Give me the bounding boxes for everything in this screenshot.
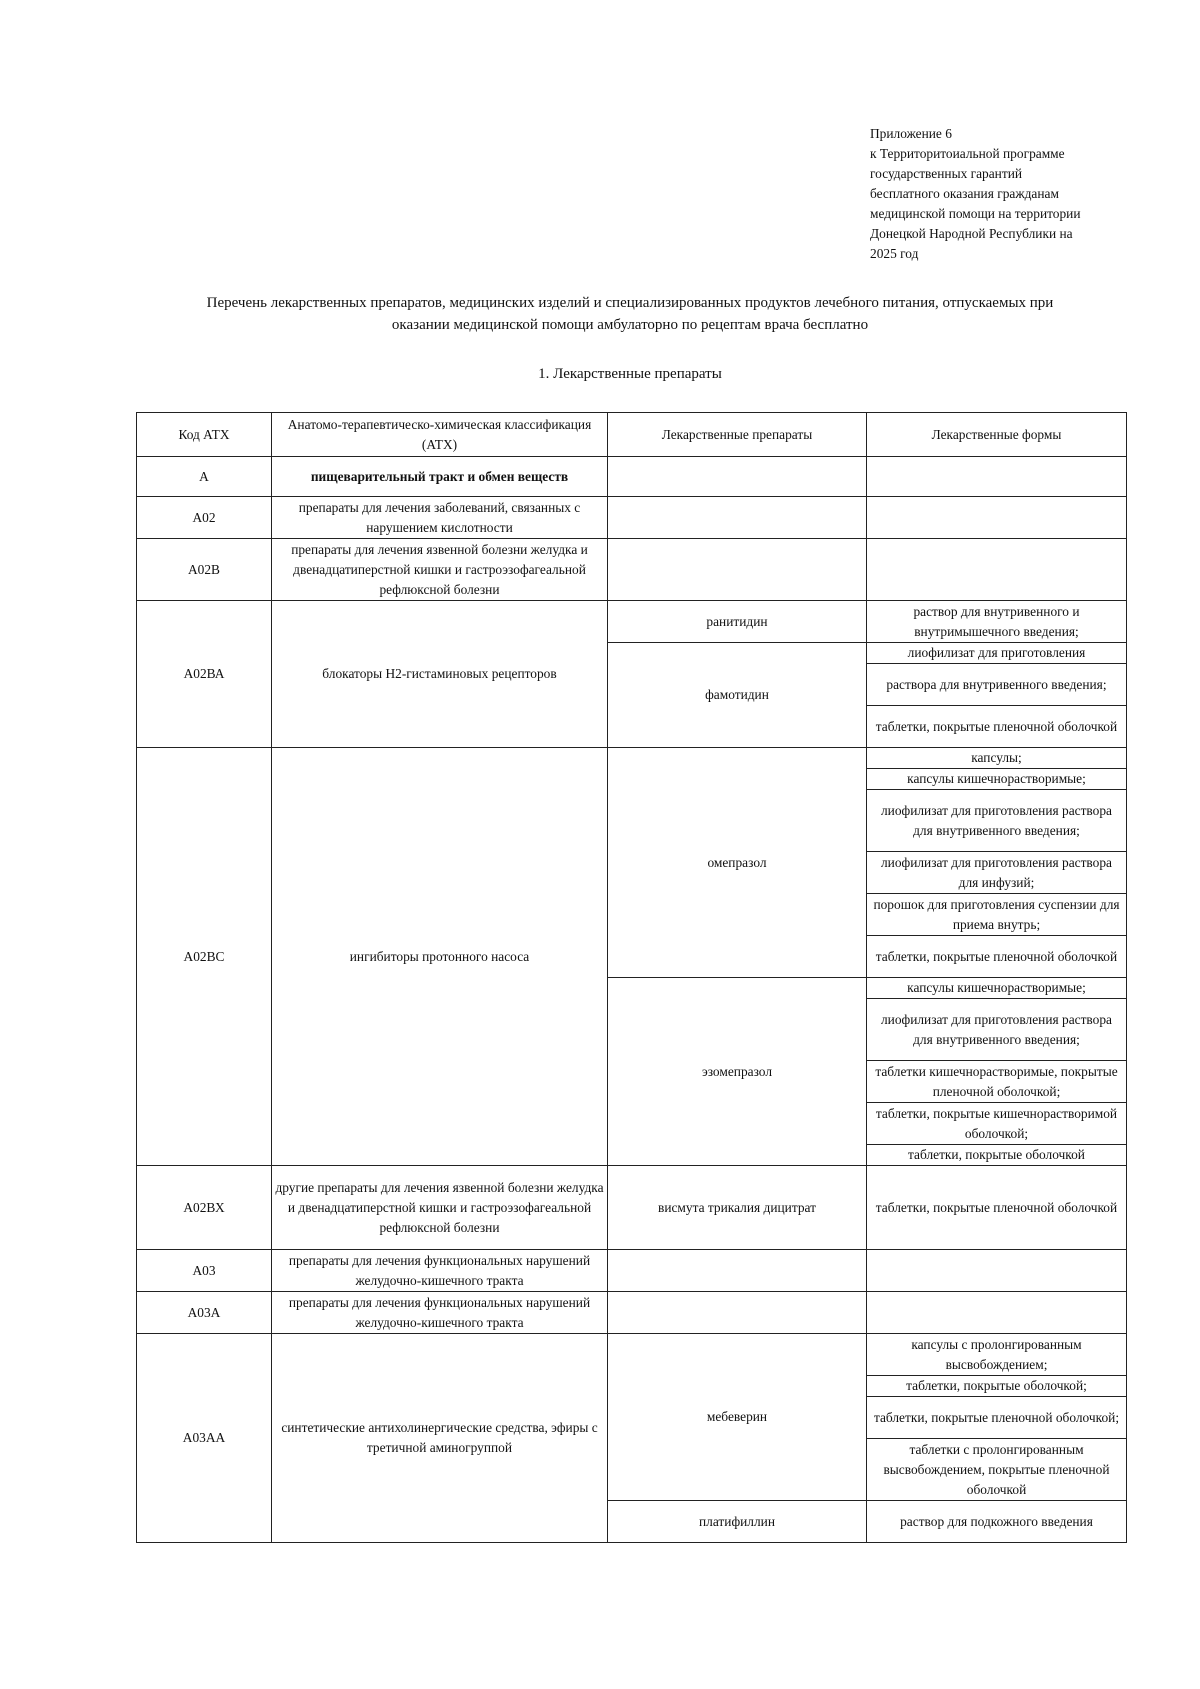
table-row — [137, 1292, 1127, 1334]
drug-cell — [608, 1292, 867, 1334]
form-cell: порошок для приготовления суспензии для приема внутрь; — [867, 894, 1127, 936]
appendix-line: к Территоритоиальной программе — [870, 146, 1065, 161]
header-forms: Лекарственные формы — [867, 413, 1127, 457]
atx-code: А03А — [137, 1292, 272, 1334]
drug-cell — [608, 457, 867, 497]
table-row — [137, 539, 1127, 601]
form-cell: капсулы с пролонгированным высвобождением; — [867, 1334, 1127, 1376]
appendix-line: медицинской помощи на территории — [870, 206, 1081, 221]
atx-table — [136, 412, 1127, 1543]
drug-cell: мебеверин — [608, 1334, 867, 1501]
drug-cell — [608, 497, 867, 539]
drug-cell: платифиллин — [608, 1501, 867, 1543]
table-row — [137, 497, 1127, 539]
atx-name: синтетические антихолинергические средства, эфиры с третичной аминогруппой — [272, 1334, 608, 1543]
form-cell — [867, 497, 1127, 539]
title-line-1: Перечень лекарственных препаратов, медицинских изделий и специализированных продуктов лечебного питания, отпускаемых при — [206, 295, 1054, 311]
header-code: Код АТХ — [137, 413, 272, 457]
form-cell: таблетки, покрытые кишечнорастворимой оболочкой; — [867, 1103, 1127, 1145]
atx-code: А02В — [137, 539, 272, 601]
form-cell: лиофилизат для приготовления раствора для инфузий; — [867, 852, 1127, 894]
form-cell: таблетки, покрытые оболочкой — [867, 1145, 1127, 1166]
drug-cell — [608, 539, 867, 601]
document-title — [130, 292, 1130, 336]
form-cell — [867, 1292, 1127, 1334]
atx-name: препараты для лечения заболеваний, связанных с нарушением кислотности — [272, 497, 608, 539]
form-cell: таблетки, покрытые пленочной оболочкой — [867, 706, 1127, 748]
header-drugs: Лекарственные препараты — [608, 413, 867, 457]
appendix-line: Приложение 6 — [870, 126, 952, 141]
form-cell: лиофилизат для приготовления раствора для внутривенного введения; — [867, 999, 1127, 1061]
form-cell: таблетки, покрытые пленочной оболочкой — [867, 936, 1127, 978]
section-title: 1. Лекарственные препараты — [538, 366, 722, 382]
table-row — [137, 748, 1127, 769]
form-cell: раствор для внутривенного и внутримышечного введения; — [867, 601, 1127, 643]
atx-name: пищеварительный тракт и обмен веществ — [272, 457, 608, 497]
table-row — [137, 1166, 1127, 1250]
form-cell: лиофилизат для приготовления раствора для внутривенного введения; — [867, 790, 1127, 852]
form-cell: раствора для внутривенного введения; — [867, 664, 1127, 706]
form-cell — [867, 539, 1127, 601]
table-header-row — [137, 413, 1127, 457]
form-cell — [867, 457, 1127, 497]
form-cell: капсулы кишечнорастворимые; — [867, 978, 1127, 999]
form-cell: капсулы; — [867, 748, 1127, 769]
atx-name: блокаторы Н2-гистаминовых рецепторов — [272, 601, 608, 748]
form-cell: лиофилизат для приготовления — [867, 643, 1127, 664]
appendix-line: государственных гарантий — [870, 166, 1023, 181]
drug-cell: эзомепразол — [608, 978, 867, 1166]
drug-cell: висмута трикалия дицитрат — [608, 1166, 867, 1250]
atx-code: А03 — [137, 1250, 272, 1292]
appendix-note — [870, 124, 1150, 264]
header-classification: Анатомо-терапевтическо-химическая классификация (АТХ) — [272, 413, 608, 457]
atx-code: А02ВС — [137, 748, 272, 1166]
form-cell — [867, 1250, 1127, 1292]
form-cell: таблетки, покрытые пленочной оболочкой — [867, 1166, 1127, 1250]
title-line-2: оказании медицинской помощи амбулаторно по рецептам врача бесплатно — [391, 317, 869, 333]
drug-cell — [608, 1250, 867, 1292]
table-row — [137, 1334, 1127, 1376]
table-row — [137, 457, 1127, 497]
appendix-line: бесплатного оказания гражданам — [870, 186, 1059, 201]
drug-cell: омепразол — [608, 748, 867, 978]
form-cell: таблетки, покрытые пленочной оболочкой; — [867, 1397, 1127, 1439]
table-row — [137, 601, 1127, 643]
appendix-line: Донецкой Народной Республики на — [870, 226, 1073, 241]
appendix-line: 2025 год — [870, 246, 919, 261]
atx-name: препараты для лечения функциональных нарушений желудочно-кишечного тракта — [272, 1292, 608, 1334]
atx-code: А — [137, 457, 272, 497]
atx-name: препараты для лечения функциональных нарушений желудочно-кишечного тракта — [272, 1250, 608, 1292]
form-cell: раствор для подкожного введения — [867, 1501, 1127, 1543]
form-cell: таблетки, покрытые оболочкой; — [867, 1376, 1127, 1397]
atx-code: А03АА — [137, 1334, 272, 1543]
atx-name: ингибиторы протонного насоса — [272, 748, 608, 1166]
form-cell: таблетки кишечнорастворимые, покрытые пленочной оболочкой; — [867, 1061, 1127, 1103]
drug-cell: фамотидин — [608, 643, 867, 748]
atx-name: препараты для лечения язвенной болезни желудка и двенадцатиперстной кишки и гастроэзофагеальной рефлюксной болезни — [272, 539, 608, 601]
atx-code: А02ВА — [137, 601, 272, 748]
atx-code: А02ВХ — [137, 1166, 272, 1250]
atx-name: другие препараты для лечения язвенной болезни желудка и двенадцатиперстной кишки и гастроэзофагеальной рефлюксной болезни — [272, 1166, 608, 1250]
form-cell: таблетки с пролонгированным высвобождением, покрытые пленочной оболочкой — [867, 1439, 1127, 1501]
atx-code: А02 — [137, 497, 272, 539]
drug-cell: ранитидин — [608, 601, 867, 643]
form-cell: капсулы кишечнорастворимые; — [867, 769, 1127, 790]
table-row — [137, 1250, 1127, 1292]
